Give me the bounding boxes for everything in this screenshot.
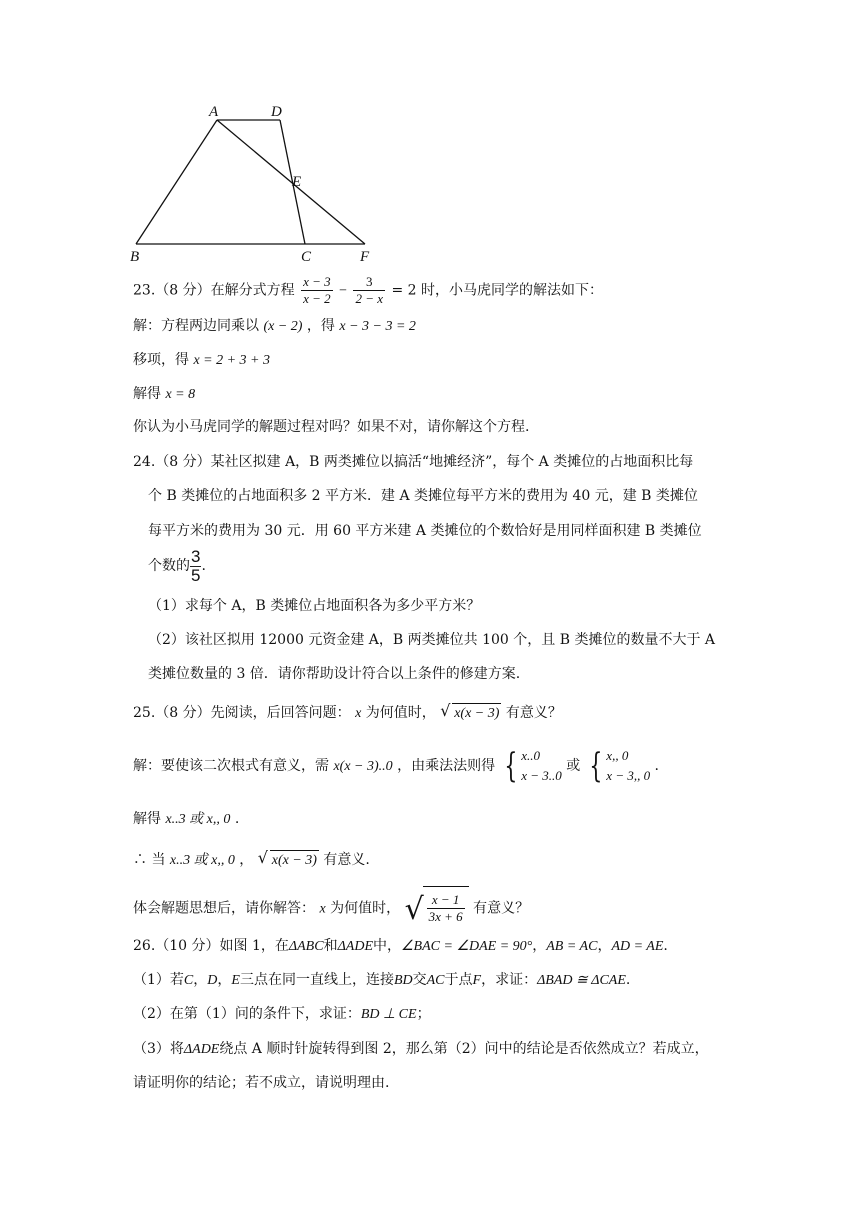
q23-head: 23.（8 分）在解分式方程 $\frac{x - 3}{x - 2}$ − $\frac{3}{2 - x}$ = 2 时，小马虎同学的解法如下： [133,274,603,306]
q24-line-3: 每平方米的费用为 30 元．用 60 平方米建 A 类摊位的个数恰好是用同样面积建 B 类摊位 [148,523,702,539]
q23-fraction-2: $\frac{3}{2 - x}$ [355,274,383,306]
q25-head: 25.（8 分）先阅读，后回答问题： x 为何值时， √ x(x − 3) 有意义？ [133,703,562,724]
q25-ask: 体会解题思想后，请你解答： x 为何值时， √ $\frac{x - 1}{3x + 6}$ 有意义？ [133,886,529,932]
trapezoid-figure [120,98,380,268]
q24-line-2: 个 B 类摊位的占地面积多 2 平方米．建 A 类摊位每平方米的费用为 40 元，建 B 类摊位 [148,488,698,504]
q23-head-tail: = 2 时，小马虎同学的解法如下： [391,282,603,299]
label-c: C [301,249,312,265]
q26-sub-3: （3）将ΔADE绕点 A 顺时针旋转得到图 2，那么第（2）问中的结论是否依然成立？若成立， [133,1041,709,1057]
q23-question: 你认为小马虎同学的解题过程对吗？如果不对，请你解这个方程. [133,419,530,435]
label-f: F [360,249,370,265]
q26-sub-3b: 请证明你的结论；若不成立，请说明理由. [133,1075,390,1091]
q23-fraction-1: $\frac{x - 3}{x - 2}$ [303,274,331,306]
q24-line-4: 个数的 $\frac{3}{5}$ . [148,546,206,585]
segment-af [217,120,365,244]
segment-ab [136,120,217,244]
q25-radical: √ x(x − 3) [440,703,501,724]
q26-sub-1: （1）若C，D，E三点在同一直线上，连接BD交AC于点F，求证：ΔBAD ≅ ΔCAE. [133,972,631,988]
label-d: D [271,104,282,120]
q25-system-2: x,, 0 x − 3,, 0 [606,748,651,783]
q24-sub-1: （1）求每个 A，B 类摊位占地面积各为多少平方米？ [148,598,481,614]
q25-therefore: ∴ 当 x..3 或 x,, 0 ， √ x(x − 3) 有意义. [133,850,370,871]
q24-sub-2a: （2）该社区拟用 12000 元资金建 A，B 两类摊位共 100 个，且 B 类摊位的数量不大于 A [148,632,716,648]
q23-step3: 解得 x = 8 [133,386,196,402]
label-b: B [130,249,140,265]
q24-sub-2b: 类摊位数量的 3 倍．请你帮助设计符合以上条件的修建方案. [148,666,521,682]
q25-system-1: x..0 x − 3..0 [521,748,562,783]
q25-solution: 解：要使该二次根式有意义，需 x(x − 3)..0 ，由乘法法则得 { x..0 x − 3..0 或 { x,, 0 x − 3,, 0 . [133,746,659,786]
q25-radical-3: √ $\frac{x - 1}{3x + 6}$ [405,886,469,931]
q23-step2: 移项，得 x = 2 + 3 + 3 [133,352,271,368]
q24-line-1: 24.（8 分）某社区拟建 A，B 两类摊位以搞活“地摊经济”，每个 A 类摊位的占地面积比每 [133,454,694,470]
q26-head: 26.（10 分）如图 1，在ΔABC和ΔADE中，∠BAC = ∠DAE = 90°，AB = AC，AD = AE. [133,938,668,954]
label-e: E [292,174,302,190]
q25-radical-2: √ x(x − 3) [258,850,319,871]
q23-step1: 解：方程两边同乘以 (x − 2) ，得 x − 3 − 3 = 2 [133,318,416,334]
q26-sub-2: （2）在第（1）问的条件下，求证：BD ⊥ CE； [133,1006,431,1022]
label-a: A [209,104,219,120]
q24-fraction: $\frac{3}{5}$ [191,546,201,585]
q23-head-text: 23.（8 分）在解分式方程 [133,282,295,299]
q25-result: 解得 x..3 或 x,, 0 . [133,811,240,827]
